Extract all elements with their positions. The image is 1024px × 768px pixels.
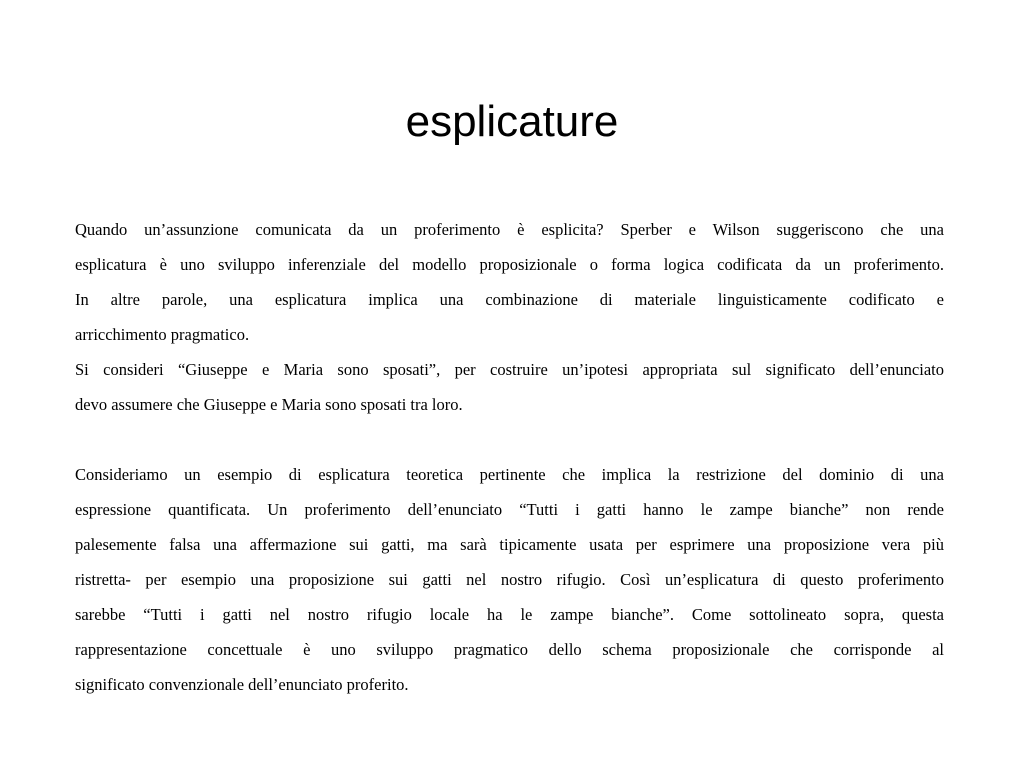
text-line: ristretta- per esempio una proposizione sui gatti nel nostro rifugio. Così un’esplicatura di questo proferimento	[75, 570, 944, 589]
text-line: sarebbe “Tutti i gatti nel nostro rifugio locale ha le zampe bianche”. Come sottolineato sopra, questa	[75, 605, 944, 624]
text-line: Quando un’assunzione comunicata da un proferimento è esplicita? Sperber e Wilson suggeriscono che una	[75, 220, 944, 239]
text-line: Si consideri “Giuseppe e Maria sono sposati”, per costruire un’ipotesi appropriata sul significato dell’enunciato	[75, 360, 944, 379]
text-line: esplicatura è uno sviluppo inferenziale del modello proposizionale o forma logica codificata da un proferimento.	[75, 255, 944, 274]
text-line: devo assumere che Giuseppe e Maria sono sposati tra loro.	[75, 395, 463, 414]
text-line: significato convenzionale dell’enunciato proferito.	[75, 675, 409, 694]
slide-title: esplicature	[405, 97, 619, 146]
paragraph-1	[75, 212, 944, 422]
paragraph-2	[75, 457, 944, 702]
text-line: Consideriamo un esempio di esplicatura teoretica pertinente che implica la restrizione del dominio di una	[75, 465, 944, 484]
text-line: In altre parole, una esplicatura implica una combinazione di materiale linguisticamente codificato e	[75, 290, 944, 309]
text-line: espressione quantificata. Un proferimento dell’enunciato “Tutti i gatti hanno le zampe bianche” non rende	[75, 500, 944, 519]
text-line: arricchimento pragmatico.	[75, 325, 250, 344]
text-line: palesemente falsa una affermazione sui gatti, ma sarà tipicamente usata per esprimere una proposizione vera più	[75, 535, 944, 554]
text-line: rappresentazione concettuale è uno sviluppo pragmatico dello schema proposizionale che corrisponde al	[75, 640, 944, 659]
